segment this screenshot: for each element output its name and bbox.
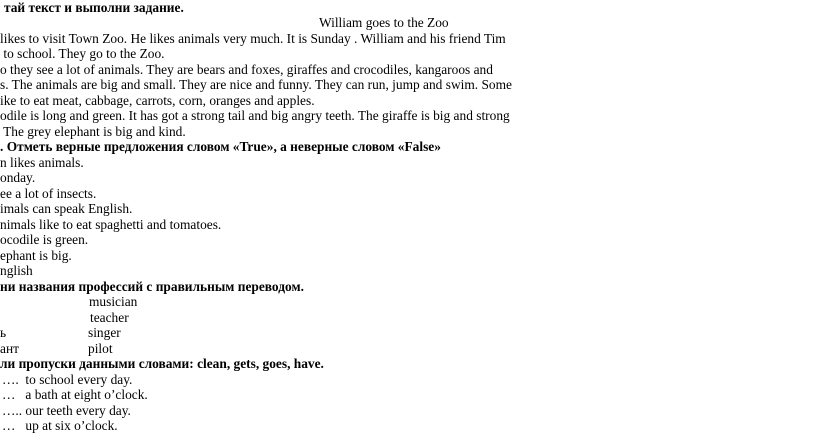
profession-right: musician <box>89 294 138 309</box>
task1-heading: тай текст и выполни задание. <box>4 0 184 15</box>
statement: ephant is big. <box>0 248 72 263</box>
story-title: William goes to the Zoo <box>319 15 449 30</box>
profession-left: ант <box>0 341 19 356</box>
profession-right: teacher <box>90 310 129 325</box>
fill-sentence: … a bath at eight o’clock. <box>2 387 148 402</box>
task3-heading: ни названия профессий с правильным переводом. <box>0 279 304 294</box>
story-line: The grey elephant is big and kind. <box>0 124 186 139</box>
fill-sentence: … up at six o’clock. <box>2 418 118 433</box>
story-line: to school. They go to the Zoo. <box>0 46 165 61</box>
story-line: ike to eat meat, cabbage, carrots, corn, oranges and apples. <box>0 93 315 108</box>
story-line: odile is long and green. It has got a strong tail and big angry teeth. The giraffe is big and strong <box>0 108 510 123</box>
statement: ocodile is green. <box>0 232 89 247</box>
statement: nglish <box>0 263 33 278</box>
profession-left: ь <box>0 325 7 340</box>
story-line: s. The animals are big and small. They are nice and funny. They can run, jump and swim. Some <box>0 77 512 92</box>
statement: imals can speak English. <box>0 201 133 216</box>
task2-heading: . Отметь верные предложения словом «True», а неверные словом «False» <box>0 139 441 154</box>
statement: ee a lot of insects. <box>0 186 97 201</box>
profession-right: singer <box>88 325 121 340</box>
task4-heading: ли пропуски данными словами: clean, gets, goes, have. <box>0 356 324 371</box>
fill-sentence: ….. our teeth every day. <box>2 403 131 418</box>
story-line: likes to visit Town Zoo. He likes animals very much. It is Sunday . William and his friend Tim <box>0 31 506 46</box>
profession-right: pilot <box>88 341 113 356</box>
story-line: o they see a lot of animals. They are bears and foxes, giraffes and crocodiles, kangaroos and <box>0 62 493 77</box>
fill-sentence: …. to school every day. <box>2 372 133 387</box>
statement: n likes animals. <box>0 155 84 170</box>
statement: nimals like to eat spaghetti and tomatoes. <box>0 217 222 232</box>
statement: onday. <box>0 170 36 185</box>
